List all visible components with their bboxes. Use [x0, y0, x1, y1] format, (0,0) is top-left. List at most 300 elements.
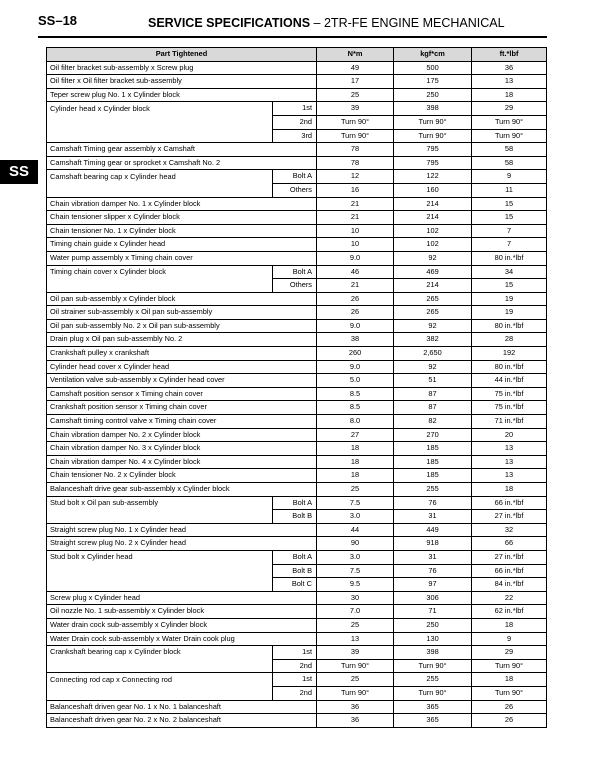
table-row	[47, 75, 547, 89]
ftlbf-cell: 80 in.*lbf	[472, 251, 547, 265]
part-cell	[47, 564, 273, 578]
nm-cell: 18	[317, 442, 394, 456]
kgfcm-cell: 382	[394, 333, 472, 347]
ftlbf-cell: 19	[472, 292, 547, 306]
nm-cell: 8.0	[317, 415, 394, 429]
kgfcm-cell: 82	[394, 415, 472, 429]
nm-cell: 25	[317, 673, 394, 687]
part-cell	[47, 578, 273, 592]
part-cell: Straight screw plug No. 2 x Cylinder head	[47, 537, 273, 551]
page-number: SS–18	[38, 13, 78, 28]
kgfcm-cell: 92	[394, 251, 472, 265]
table-row	[47, 455, 547, 469]
nm-cell: 25	[317, 88, 394, 102]
ftlbf-cell: 66 in.*lbf	[472, 496, 547, 510]
ftlbf-cell: 18	[472, 483, 547, 497]
part-cell: Water drain cock sub-assembly x Cylinder block	[47, 618, 273, 632]
part-cell: Chain vibration damper No. 1 x Cylinder block	[47, 197, 273, 211]
part-cell: Cylinder head x Cylinder block	[47, 102, 273, 116]
table-row	[47, 469, 547, 483]
part-cell: Camshaft Timing gear or sprocket x Camshaft No. 2	[47, 156, 273, 170]
table-row	[47, 510, 547, 524]
table-row	[47, 183, 547, 197]
kgfcm-cell: 160	[394, 183, 472, 197]
part-cell: Chain tensioner No. 1 x Cylinder block	[47, 224, 273, 238]
sub-cell	[273, 143, 317, 157]
nm-cell: 9.0	[317, 360, 394, 374]
kgfcm-cell: 255	[394, 673, 472, 687]
part-cell	[47, 183, 273, 197]
part-cell: Crankshaft bearing cap x Cylinder block	[47, 646, 273, 660]
ftlbf-cell: 11	[472, 183, 547, 197]
table-row	[47, 646, 547, 660]
table-row	[47, 374, 547, 388]
kgfcm-cell: 71	[394, 605, 472, 619]
ftlbf-cell: 15	[472, 197, 547, 211]
part-cell	[47, 129, 273, 143]
header-rule	[38, 36, 547, 38]
table-row	[47, 306, 547, 320]
nm-cell: 49	[317, 61, 394, 75]
kgfcm-cell: 92	[394, 360, 472, 374]
part-cell	[47, 279, 273, 293]
kgfcm-cell: 97	[394, 578, 472, 592]
ftlbf-cell: Turn 90°	[472, 129, 547, 143]
sub-cell	[273, 88, 317, 102]
table-body	[47, 61, 547, 727]
sub-cell: 3rd	[273, 129, 317, 143]
kgfcm-cell: 255	[394, 483, 472, 497]
ftlbf-cell: 75 in.*lbf	[472, 401, 547, 415]
part-cell: Ventilation valve sub-assembly x Cylinder head cover	[47, 374, 273, 388]
ftlbf-cell: 58	[472, 156, 547, 170]
ftlbf-cell: 13	[472, 442, 547, 456]
sub-cell	[273, 401, 317, 415]
table-row	[47, 591, 547, 605]
nm-cell: 9.0	[317, 251, 394, 265]
sub-cell	[273, 292, 317, 306]
table-row	[47, 387, 547, 401]
kgfcm-cell: 185	[394, 455, 472, 469]
nm-cell: 21	[317, 279, 394, 293]
table-row	[47, 523, 547, 537]
torque-spec-table	[46, 47, 547, 728]
ftlbf-cell: 18	[472, 88, 547, 102]
nm-cell: 78	[317, 143, 394, 157]
kgfcm-cell: 918	[394, 537, 472, 551]
table-row	[47, 632, 547, 646]
table-row	[47, 170, 547, 184]
sub-cell	[273, 428, 317, 442]
kgfcm-cell: 87	[394, 387, 472, 401]
nm-cell: 36	[317, 700, 394, 714]
part-cell: Teper screw plug No. 1 x Cylinder block	[47, 88, 273, 102]
header-row	[47, 48, 547, 62]
nm-cell: 7.5	[317, 496, 394, 510]
nm-cell: 8.5	[317, 401, 394, 415]
ftlbf-cell: Turn 90°	[472, 686, 547, 700]
kgfcm-cell: 214	[394, 211, 472, 225]
nm-cell: 26	[317, 292, 394, 306]
nm-cell: 17	[317, 75, 394, 89]
part-cell: Oil nozzle No. 1 sub-assembly x Cylinder block	[47, 605, 273, 619]
table-row	[47, 578, 547, 592]
sub-cell: 2nd	[273, 115, 317, 129]
ftlbf-cell: 44 in.*lbf	[472, 374, 547, 388]
ftlbf-cell: 29	[472, 102, 547, 116]
part-cell: Crankshaft position sensor x Timing chain cover	[47, 401, 273, 415]
kgfcm-cell: 92	[394, 319, 472, 333]
sub-cell: 1st	[273, 673, 317, 687]
sub-cell	[273, 483, 317, 497]
ftlbf-cell: 20	[472, 428, 547, 442]
kgfcm-cell: 51	[394, 374, 472, 388]
page-title	[148, 16, 505, 30]
kgfcm-cell: 185	[394, 442, 472, 456]
ftlbf-cell: 13	[472, 455, 547, 469]
kgfcm-cell: 398	[394, 646, 472, 660]
ftlbf-cell: 28	[472, 333, 547, 347]
ftlbf-cell: 13	[472, 469, 547, 483]
part-cell: Stud bolt x Oil pan sub-assembly	[47, 496, 273, 510]
part-cell: Straight screw plug No. 1 x Cylinder head	[47, 523, 273, 537]
table-row	[47, 537, 547, 551]
table-row	[47, 251, 547, 265]
sub-cell: Others	[273, 279, 317, 293]
table-row	[47, 265, 547, 279]
nm-cell: 13	[317, 632, 394, 646]
ftlbf-cell: 192	[472, 347, 547, 361]
nm-cell: 25	[317, 618, 394, 632]
kgfcm-cell: 265	[394, 292, 472, 306]
kgfcm-cell: 102	[394, 238, 472, 252]
ftlbf-cell: 22	[472, 591, 547, 605]
nm-cell: 30	[317, 591, 394, 605]
ftlbf-cell: 9	[472, 632, 547, 646]
part-cell: Crankshaft pulley x crankshaft	[47, 347, 273, 361]
sub-cell	[273, 156, 317, 170]
sub-cell: Bolt B	[273, 510, 317, 524]
page-title-bold: SERVICE SPECIFICATIONS	[148, 16, 311, 30]
part-cell: Oil strainer sub-assembly x Oil pan sub-assembly	[47, 306, 273, 320]
ftlbf-cell: 9	[472, 170, 547, 184]
table-row	[47, 156, 547, 170]
sub-cell	[273, 700, 317, 714]
part-cell	[47, 659, 273, 673]
table-row	[47, 618, 547, 632]
part-cell: Balanceshaft drive gear sub-assembly x Cylinder block	[47, 483, 273, 497]
table-row	[47, 415, 547, 429]
sub-cell: Bolt B	[273, 564, 317, 578]
part-cell: Oil pan sub-assembly x Cylinder block	[47, 292, 273, 306]
part-cell: Water Drain cock sub-assembly x Water Drain cook plug	[47, 632, 273, 646]
table-row	[47, 483, 547, 497]
kgfcm-cell: 102	[394, 224, 472, 238]
sub-cell	[273, 442, 317, 456]
kgfcm-cell: 469	[394, 265, 472, 279]
part-cell: Balanceshaft driven gear No. 1 x No. 1 balanceshaft	[47, 700, 273, 714]
table-header	[47, 48, 547, 62]
part-cell: Timing chain cover x Cylinder block	[47, 265, 273, 279]
sub-cell	[273, 537, 317, 551]
part-cell: Water pump assembly x Timing chain cover	[47, 251, 273, 265]
kgfcm-cell: 270	[394, 428, 472, 442]
table-row	[47, 700, 547, 714]
kgfcm-cell: 306	[394, 591, 472, 605]
part-cell: Oil filter bracket sub-assembly x Screw plug	[47, 61, 273, 75]
ftlbf-cell: 32	[472, 523, 547, 537]
sub-cell	[273, 197, 317, 211]
sub-cell	[273, 360, 317, 374]
table-row	[47, 129, 547, 143]
nm-cell: 260	[317, 347, 394, 361]
sub-cell	[273, 591, 317, 605]
part-cell: Oil filter x Oil filter bracket sub-assembly	[47, 75, 273, 89]
part-cell: Timing chain guide x Cylinder head	[47, 238, 273, 252]
nm-cell: 16	[317, 183, 394, 197]
part-cell: Chain vibration damper No. 2 x Cylinder block	[47, 428, 273, 442]
nm-cell: 44	[317, 523, 394, 537]
kgfcm-cell: 76	[394, 564, 472, 578]
table-row	[47, 714, 547, 728]
ftlbf-cell: 29	[472, 646, 547, 660]
col-header-kgfcm: kgf*cm	[394, 48, 472, 62]
sub-cell	[273, 632, 317, 646]
page-title-rest: – 2TR-FE ENGINE MECHANICAL	[310, 16, 505, 30]
ftlbf-cell: 26	[472, 700, 547, 714]
sub-cell	[273, 306, 317, 320]
table-row	[47, 401, 547, 415]
nm-cell: Turn 90°	[317, 686, 394, 700]
part-cell: Oil pan sub-assembly No. 2 x Oil pan sub-assembly	[47, 319, 273, 333]
nm-cell: 9.5	[317, 578, 394, 592]
table-row	[47, 102, 547, 116]
kgfcm-cell: 265	[394, 306, 472, 320]
ftlbf-cell: 80 in.*lbf	[472, 319, 547, 333]
sub-cell	[273, 469, 317, 483]
kgfcm-cell: 130	[394, 632, 472, 646]
ftlbf-cell: 80 in.*lbf	[472, 360, 547, 374]
sub-cell: 2nd	[273, 659, 317, 673]
sub-cell: 2nd	[273, 686, 317, 700]
ftlbf-cell: 7	[472, 224, 547, 238]
sub-cell	[273, 61, 317, 75]
ftlbf-cell: 13	[472, 75, 547, 89]
kgfcm-cell: 76	[394, 496, 472, 510]
sub-cell	[273, 211, 317, 225]
part-cell: Chain vibration damper No. 3 x Cylinder block	[47, 442, 273, 456]
nm-cell: 18	[317, 455, 394, 469]
table-row	[47, 143, 547, 157]
table-row	[47, 496, 547, 510]
nm-cell: 27	[317, 428, 394, 442]
nm-cell: 39	[317, 102, 394, 116]
ftlbf-cell: 19	[472, 306, 547, 320]
ftlbf-cell: 58	[472, 143, 547, 157]
nm-cell: 46	[317, 265, 394, 279]
table-row	[47, 279, 547, 293]
ftlbf-cell: 27 in.*lbf	[472, 550, 547, 564]
nm-cell: 10	[317, 224, 394, 238]
table-row	[47, 224, 547, 238]
nm-cell: 5.0	[317, 374, 394, 388]
nm-cell: 21	[317, 211, 394, 225]
table-row	[47, 659, 547, 673]
sub-cell: Bolt A	[273, 265, 317, 279]
ftlbf-cell: 7	[472, 238, 547, 252]
table-row	[47, 442, 547, 456]
part-cell: Chain tensioner slipper x Cylinder block	[47, 211, 273, 225]
table-row	[47, 333, 547, 347]
part-cell: Balanceshaft driven gear No. 2 x No. 2 balanceshaft	[47, 714, 273, 728]
sub-cell	[273, 333, 317, 347]
nm-cell: 10	[317, 238, 394, 252]
sub-cell	[273, 75, 317, 89]
sub-cell	[273, 605, 317, 619]
ftlbf-cell: 15	[472, 211, 547, 225]
kgfcm-cell: 500	[394, 61, 472, 75]
sub-cell	[273, 347, 317, 361]
part-cell: Cylinder head cover x Cylinder head	[47, 360, 273, 374]
ftlbf-cell: 84 in.*lbf	[472, 578, 547, 592]
kgfcm-cell: 795	[394, 143, 472, 157]
table-row	[47, 347, 547, 361]
table-row	[47, 319, 547, 333]
kgfcm-cell: 250	[394, 618, 472, 632]
nm-cell: 18	[317, 469, 394, 483]
ftlbf-cell: 15	[472, 279, 547, 293]
nm-cell: 7.0	[317, 605, 394, 619]
ftlbf-cell: 71 in.*lbf	[472, 415, 547, 429]
part-cell: Connecting rod cap x Connecting rod	[47, 673, 273, 687]
sub-cell: Bolt C	[273, 578, 317, 592]
table-row	[47, 673, 547, 687]
table-row	[47, 211, 547, 225]
nm-cell: 78	[317, 156, 394, 170]
kgfcm-cell: 87	[394, 401, 472, 415]
nm-cell: Turn 90°	[317, 659, 394, 673]
nm-cell: 3.0	[317, 550, 394, 564]
kgfcm-cell: 122	[394, 170, 472, 184]
part-cell: Drain plug x Oil pan sub-assembly No. 2	[47, 333, 273, 347]
part-cell	[47, 510, 273, 524]
ftlbf-cell: Turn 90°	[472, 115, 547, 129]
kgfcm-cell: 31	[394, 510, 472, 524]
part-cell: Camshaft bearing cap x Cylinder head	[47, 170, 273, 184]
part-cell: Chain vibration damper No. 4 x Cylinder block	[47, 455, 273, 469]
nm-cell: 3.0	[317, 510, 394, 524]
kgfcm-cell: 365	[394, 700, 472, 714]
sub-cell	[273, 415, 317, 429]
nm-cell: 7.5	[317, 564, 394, 578]
kgfcm-cell: Turn 90°	[394, 686, 472, 700]
nm-cell: 39	[317, 646, 394, 660]
sub-cell: Others	[273, 183, 317, 197]
table-row	[47, 88, 547, 102]
nm-cell: 8.5	[317, 387, 394, 401]
col-header-nm: N*m	[317, 48, 394, 62]
kgfcm-cell: 175	[394, 75, 472, 89]
ftlbf-cell: 27 in.*lbf	[472, 510, 547, 524]
sub-cell	[273, 238, 317, 252]
part-cell: Stud bolt x Cylinder head	[47, 550, 273, 564]
part-cell	[47, 115, 273, 129]
ftlbf-cell: 66	[472, 537, 547, 551]
ftlbf-cell: 62 in.*lbf	[472, 605, 547, 619]
sub-cell	[273, 251, 317, 265]
nm-cell: Turn 90°	[317, 129, 394, 143]
nm-cell: Turn 90°	[317, 115, 394, 129]
part-cell: Camshaft timing control valve x Timing chain cover	[47, 415, 273, 429]
nm-cell: 25	[317, 483, 394, 497]
table-row	[47, 61, 547, 75]
kgfcm-cell: Turn 90°	[394, 129, 472, 143]
kgfcm-cell: 449	[394, 523, 472, 537]
ftlbf-cell: Turn 90°	[472, 659, 547, 673]
sub-cell	[273, 387, 317, 401]
nm-cell: 90	[317, 537, 394, 551]
sub-cell	[273, 319, 317, 333]
sub-cell: Bolt A	[273, 170, 317, 184]
ftlbf-cell: 34	[472, 265, 547, 279]
nm-cell: 21	[317, 197, 394, 211]
ftlbf-cell: 66 in.*lbf	[472, 564, 547, 578]
kgfcm-cell: 214	[394, 279, 472, 293]
ftlbf-cell: 36	[472, 61, 547, 75]
table-row	[47, 292, 547, 306]
part-cell	[47, 686, 273, 700]
kgfcm-cell: Turn 90°	[394, 115, 472, 129]
sub-cell	[273, 374, 317, 388]
nm-cell: 12	[317, 170, 394, 184]
sub-cell: 1st	[273, 646, 317, 660]
table-row	[47, 564, 547, 578]
part-cell: Camshaft position sensor x Timing chain cover	[47, 387, 273, 401]
table-row	[47, 197, 547, 211]
nm-cell: 38	[317, 333, 394, 347]
nm-cell: 36	[317, 714, 394, 728]
sub-cell: Bolt A	[273, 496, 317, 510]
kgfcm-cell: 31	[394, 550, 472, 564]
kgfcm-cell: 250	[394, 88, 472, 102]
ftlbf-cell: 75 in.*lbf	[472, 387, 547, 401]
nm-cell: 26	[317, 306, 394, 320]
col-header-part: Part Tightened	[47, 48, 317, 62]
kgfcm-cell: 214	[394, 197, 472, 211]
nm-cell: 9.0	[317, 319, 394, 333]
kgfcm-cell: 365	[394, 714, 472, 728]
table-row	[47, 686, 547, 700]
table-row	[47, 605, 547, 619]
sub-cell	[273, 714, 317, 728]
ftlbf-cell: 18	[472, 673, 547, 687]
section-tab: SS	[0, 160, 38, 184]
sub-cell	[273, 455, 317, 469]
col-header-ftlbf: ft.*lbf	[472, 48, 547, 62]
part-cell: Camshaft Timing gear assembly x Camshaft	[47, 143, 273, 157]
part-cell: Chain tensioner No. 2 x Cylinder block	[47, 469, 273, 483]
ftlbf-cell: 26	[472, 714, 547, 728]
table-row	[47, 360, 547, 374]
sub-cell	[273, 618, 317, 632]
ftlbf-cell: 18	[472, 618, 547, 632]
table-row	[47, 428, 547, 442]
table-row	[47, 115, 547, 129]
table-row	[47, 550, 547, 564]
part-cell: Screw plug x Cylinder head	[47, 591, 273, 605]
sub-cell: 1st	[273, 102, 317, 116]
sub-cell: Bolt A	[273, 550, 317, 564]
